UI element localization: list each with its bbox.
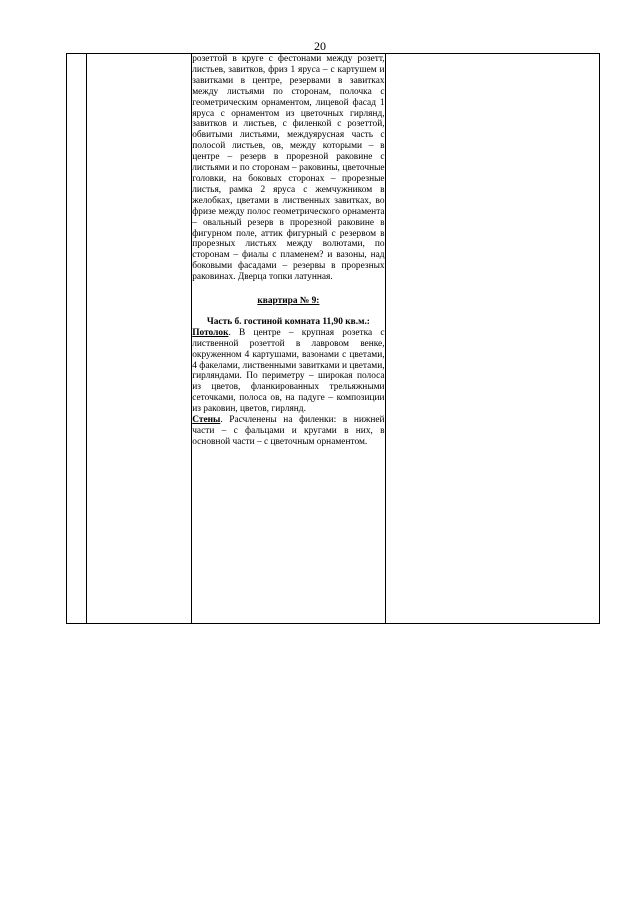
ceiling-text: . В центре – крупная розетка с лиственной розеттой в лавровом венке, окруженном 4 картушами, вазонами с цветами, 4 факелами, лиственными завитками и цветами, гирляндами. По периметру – широкая полоса из цветов, фланкированных трельяжными сеточками, полоса ов, на падуге – композиции из раковин, цветов, гирлянд. [192, 327, 385, 415]
inventory-table [66, 53, 600, 624]
walls-label: Стены [192, 415, 221, 426]
notes-cell [385, 54, 599, 624]
room-heading: Часть б. гостиной комната 11,90 кв.м.: [206, 316, 370, 327]
table-row [67, 54, 600, 624]
apartment-heading: квартира № 9: [257, 296, 320, 307]
ceiling-paragraph [192, 328, 384, 415]
ceiling-label: Потолок [192, 327, 229, 338]
name-cell [87, 54, 192, 624]
description-cell [192, 54, 385, 624]
index-cell [67, 54, 87, 624]
description-continuation: розеттой в круге с фестонами между розетт, листьев, завитков, фриз 1 яруса – с картушем и завитками в центре, резервами в завитках между листьями по сторонам, полочка с геометрическим орнаментом, лицевой фасад 1 яруса с орнаментом из цветочных гирлянд, завитков и листьев, с филенкой с розеттой, обвитыми листьями, междуярусная часть с полосой листьев, ов, между которыми – в центре – резерв в прорезной раковине с листьями и по сторонам – раковины, цветочные головки, на боковых сторонах – прорезные листья, рамка 2 яруса с жемчужником в желобках, цветами в лиственных завитках, во фризе между полос геометрического орнамента – овальный резерв в прорезной раковине в фигурном поле, аттик фигурный с резервом в прорезных листьях между волютами, по сторонам – фиалы с пламенем? и вазоны, над боковыми фасадами – резервы в прорезных раковинах. Дверца топки латунная. [192, 54, 385, 283]
page-number: 20 [314, 39, 326, 53]
walls-paragraph [192, 415, 384, 448]
walls-text: . Расчленены на филенки: в нижней части – с фальцами и кругами в них, в основной части – с цветочным орнаментом. [192, 415, 385, 447]
